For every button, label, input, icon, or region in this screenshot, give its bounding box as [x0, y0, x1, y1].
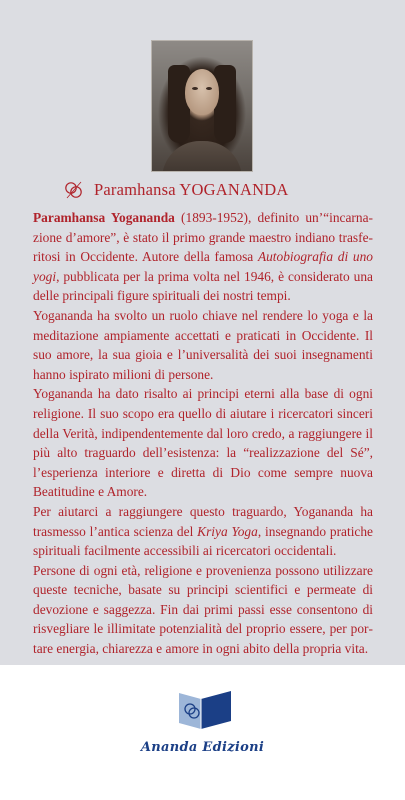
publisher-name: Ananda Edizioni	[140, 740, 265, 755]
author-name-bold: Paramhansa Yogananda	[33, 210, 175, 225]
author-portrait	[152, 41, 252, 171]
bio-paragraph-1: Paramhansa Yogananda (1893-1952), definito un’“incarnazione d’amore”, è stato il primo grande maestro indiano trasferitosi in Occidente. Autore della famosa Autobiografia di uno yogi, pubblicata per la prima volta nel 1946, è considerato una delle principali figure spirituali dei nostri tempi.	[33, 210, 373, 304]
bio-paragraph-3: Yogananda ha dato risalto ai principi eterni alla base di ogni religione. Il suo scopo era quello di aiutare i ricercatori sinceri della Verità, indipendentemente dal loro credo, a raggiungere il più alto traguardo dell’esistenza: la “realizzazione del Sé”, l’esperienza interiore e diretta di Dio come sempre nuova Beatitudine e Amore.	[33, 386, 373, 500]
publisher-block	[0, 665, 405, 800]
book-title: Autobiografia di uno yogi	[33, 249, 373, 284]
bio-paragraph-2: Yogananda ha svolto un ruolo chiave nel rendere lo yoga e la meditazione ampiamente accettati e praticati in Occidente. Il suo amore, la sua gioia e l’universalità dei suoi insegnamenti hanno ispirato milioni di persone.	[33, 307, 373, 382]
ananda-book-logo-icon	[175, 685, 235, 733]
kriya-yoga-term: Kriya Yoga	[197, 523, 258, 539]
ananda-monogram-icon	[64, 180, 84, 200]
bio-paragraph-4: Per aiutarci a raggiungere questo traguardo, Yogananda ha trasmesso l’antica scienza del Kriya Yoga, insegnando pratiche spirituali facilmente accessibili ai ricercatori occidentali.	[33, 503, 374, 559]
author-name-heading: Paramhansa YOGANANDA	[94, 180, 289, 199]
author-biography	[33, 208, 373, 659]
author-heading	[64, 177, 288, 203]
bio-paragraph-5: Persone di ogni età, religione e provenienza possono utilizzare queste tecniche, basate su principi scientifici e permeate di devozione e saggezza. Fin dai primi passi esse consentono di risvegliare le illimitate potenzialità del proprio essere, per portare energia, chiarezza e amore in ogni abito della propria vita.	[33, 562, 373, 657]
